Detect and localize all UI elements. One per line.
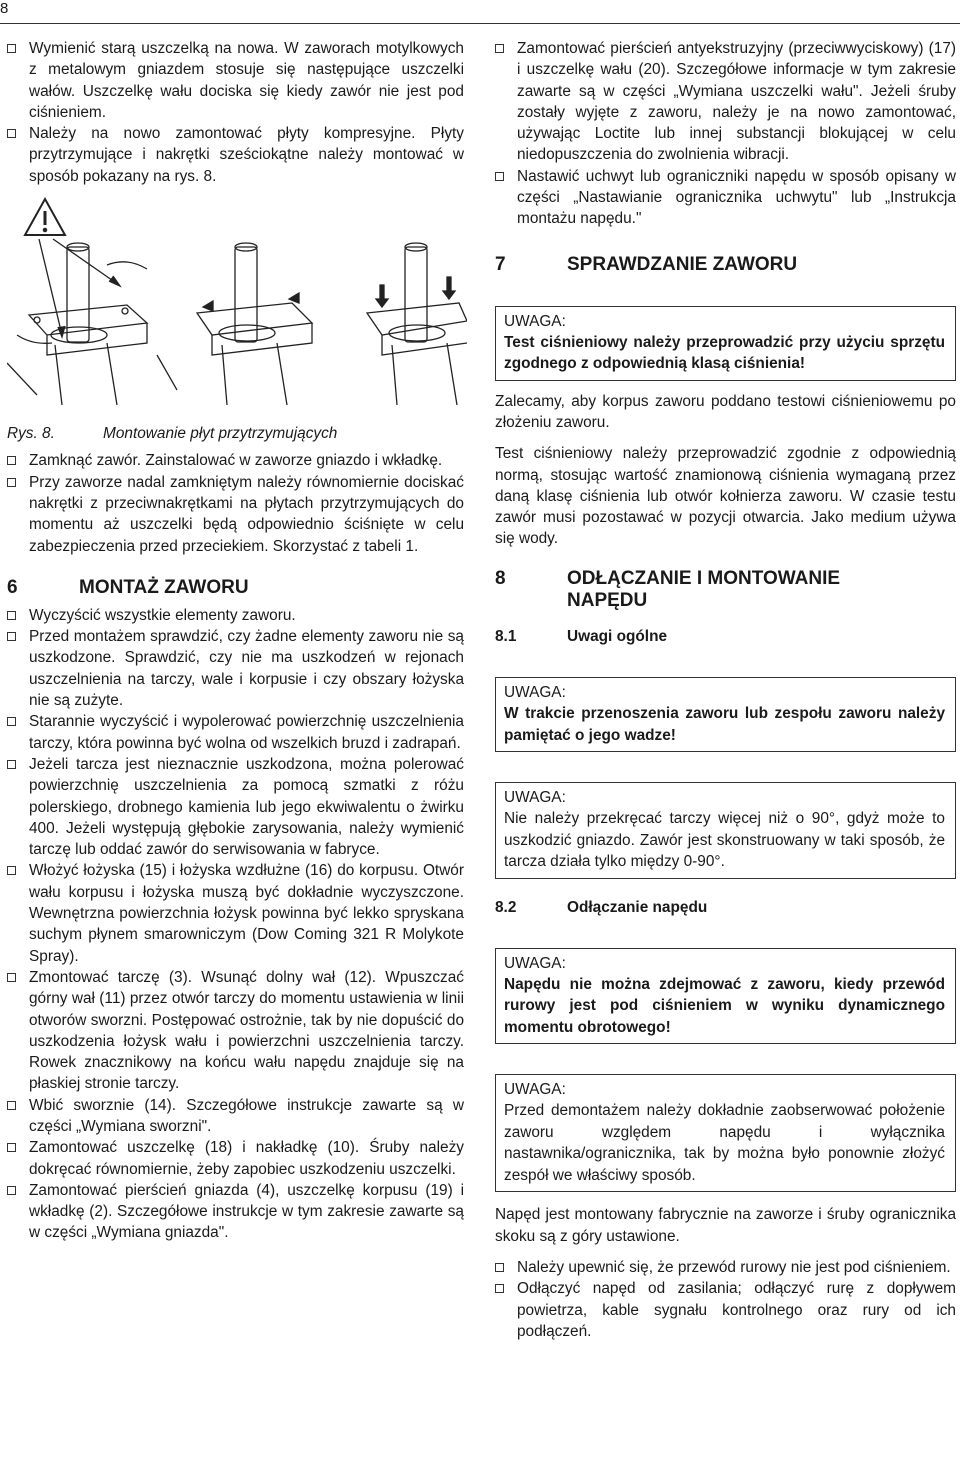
list-item: Należy na nowo zamontować płyty kompresyjne. Płyty przytrzymujące i nakrętki sześciokątne należy montować w sposób pokazany na rys. 8. xyxy=(7,123,464,187)
valve-icon xyxy=(367,243,467,405)
page-number: 8 xyxy=(0,0,9,17)
list-item: Wyczyścić wszystkie elementy zaworu. xyxy=(7,605,464,626)
section-title-continued: NAPĘDU xyxy=(567,589,648,611)
list-item: Odłączyć napęd od zasilania; odłączyć rurę z dopływem powietrza, kable sygnału kontrolnego oraz rury od ich podłączeń. xyxy=(495,1278,956,1342)
warning-title: UWAGA: xyxy=(504,789,566,807)
subsection-number: 8.2 xyxy=(495,898,517,916)
section-heading xyxy=(495,254,956,276)
warning-box xyxy=(495,1074,956,1192)
warning-box xyxy=(495,948,956,1045)
list-item: Zamknąć zawór. Zainstalować w zaworze gniazdo i wkładkę. xyxy=(7,450,464,471)
warning-triangle-icon xyxy=(25,199,65,235)
section-title: ODŁĄCZANIE I MONTOWANIE xyxy=(567,567,841,589)
list-item: Zamontować pierścień gniazda (4), uszczelkę korpusu (19) i wkładkę (2). Szczegółowe instrukcje w tym zakresie zawarte są w części „Wymiana gniazda". xyxy=(7,1180,464,1244)
list-item: Należy upewnić się, że przewód rurowy nie jest pod ciśnieniem. xyxy=(495,1257,956,1278)
figure-retainer-plates xyxy=(7,195,467,415)
list-item: Przy zaworze nadal zamkniętym należy równomiernie dociskać nakrętki z przeciwnakrętkami na płytach przytrzymujących do momentu aż uszczelki będą odpowiednio ściśnięte w celu zabezpieczenia przed przeciekiem. Skorzystać z tabeli 1. xyxy=(7,472,464,557)
warning-title: UWAGA: xyxy=(504,954,566,972)
left-column xyxy=(7,38,464,1244)
list-item: Przed montażem sprawdzić, czy żadne elementy zaworu nie są uszkodzone. Sprawdzić, czy nie ma uszkodzeń w rejonach uszczelnienia na tarczy, wale i korpusie i czy obszary łożyska nie są zużyte. xyxy=(7,626,464,711)
section-number: 6 xyxy=(7,576,18,598)
section-title: SPRAWDZANIE ZAWORU xyxy=(567,253,798,275)
header-rule xyxy=(0,23,960,24)
valve-icon xyxy=(197,243,312,405)
warning-text: Przed demontażem należy dokładnie zaobserwować położenie zaworu względem napędu i wyłącznika nastawnika/ogranicznika, tak by można było ponownie złożyć zespół we właściwy sposób. xyxy=(504,1102,945,1184)
warning-text: Nie należy przekręcać tarczy więcej niż o 90°, gdyż może to uszkodzić gniazdo. Zawór jest skonstruowany w taki sposób, że tarcza działa tylko między 0-90°. xyxy=(504,810,945,871)
section-title: MONTAŻ ZAWORU xyxy=(79,576,249,598)
warning-title: UWAGA: xyxy=(504,1081,566,1099)
section-heading xyxy=(495,568,956,612)
section-number: 8 xyxy=(495,567,506,589)
list-item: Wbić sworznie (14). Szczegółowe instrukcje zawarte są w części „Wymiana sworzni". xyxy=(7,1095,464,1138)
paragraph: Zalecamy, aby korpus zaworu poddano testowi ciśnieniowemu po złożeniu zaworu. xyxy=(495,392,956,431)
figure-label: Rys. 8. xyxy=(7,425,55,443)
list-item: Wymienić starą uszczelką na nowa. W zaworach motylkowych z metalowym gniazdem stosuje się następujące uszczelki wałów. Uszczelkę wału dociska się kiedy zawór nie jest pod ciśnieniem. xyxy=(7,38,464,123)
list-item: Jeżeli tarcza jest nieznacznie uszkodzona, można polerować powierzchnię uszczelnienia za pomocą szmatki z różu polerskiego, drobnego kamienia lub jego ekwiwalentu o żwirku 400. Jeżeli występują głębokie zarysowania, należy wymienić tarczę lub oddać zawór do serwisowania w fabryce. xyxy=(7,754,464,860)
subsection-heading xyxy=(495,626,956,647)
section-number: 7 xyxy=(495,253,506,275)
warning-text: Napędu nie można zdejmować z zaworu, kiedy przewód rurowy jest pod ciśnieniem w wyniku dynamicznego momentu obrotowego! xyxy=(504,975,945,1036)
valve-icon xyxy=(7,243,177,405)
paragraph: Test ciśnieniowy należy przeprowadzić zgodnie z odpowiednią normą, stosując wartość znamionową ciśnienia wymaganą przez daną klasę ciśnienia lub otwór kołnierza zaworu. W czasie testu zawór musi pozostawać w pozycji otwarcia. Jako medium używa się wody. xyxy=(495,445,956,548)
warning-box xyxy=(495,677,956,752)
paragraph: Napęd jest montowany fabrycznie na zaworze i śruby ogranicznika skoku są z góry ustawione. xyxy=(495,1206,956,1245)
valve-assembly-illustration xyxy=(7,195,467,415)
list-item: Zamontować pierścień antyekstruzyjny (przeciwwyciskowy) (17) i uszczelkę wału (20). Szczegółowe informacje w tym zakresie zawarte są w części „Wymiana uszczelki wału". Jeżeli śruby zostały wyjęte z zaworu, należy je na nowo zamontować, używając Loctite lub innej substancji blokującej w celu niedopuszczenia do zwolnienia wibracji. xyxy=(495,38,956,166)
subsection-title: Odłączanie napędu xyxy=(567,898,708,916)
warning-box xyxy=(495,306,956,381)
figure-caption xyxy=(7,423,464,444)
list-item: Zamontować uszczelkę (18) i nakładkę (10). Śruby należy dokręcać równomiernie, żeby zapobiec uszkodzeniu uszczelki. xyxy=(7,1137,464,1180)
warning-box xyxy=(495,782,956,879)
warning-text: Test ciśnieniowy należy przeprowadzić przy użyciu sprzętu zgodnego z odpowiednią klasą ciśnienia! xyxy=(504,333,945,373)
right-column xyxy=(495,38,956,1342)
warning-title: UWAGA: xyxy=(504,312,566,330)
section-heading xyxy=(7,577,464,599)
subsection-heading xyxy=(495,897,956,918)
warning-title: UWAGA: xyxy=(504,684,566,702)
warning-text: W trakcie przenoszenia zaworu lub zespołu zaworu należy pamiętać o jego wadze! xyxy=(504,705,945,744)
list-item: Włożyć łożyska (15) i łożyska wzdłużne (16) do korpusu. Otwór wału korpusu i łożyska muszą być dokładnie wyczyszczone. Wewnętrzna powierzchnia łożysk powinna być lekko spryskana suchym płynem smarowniczym (Dow Coming 321 R Molykote Spray). xyxy=(7,860,464,966)
list-item: Zmontować tarczę (3). Wsunąć dolny wał (12). Wpuszczać górny wał (11) przez otwór tarczy do momentu ustawienia w linii otworów sworzni. Postępować ostrożnie, tak by nie dopuścić do uszkodzenia łożysk wału i powierzchni uszczelnienia tarczy. Rowek znacznikowy na końcu wału napędu znajduje się na płaskiej stronie tarczy. xyxy=(7,967,464,1095)
subsection-title: Uwagi ogólne xyxy=(567,627,668,645)
list-item: Nastawić uchwyt lub ograniczniki napędu w sposób opisany w części „Nastawianie ogranicznika uchwytu" lub „Instrukcja montażu napędu." xyxy=(495,166,956,230)
figure-caption-text: Montowanie płyt przytrzymujących xyxy=(103,425,338,443)
subsection-number: 8.1 xyxy=(495,627,517,645)
list-item: Starannie wyczyścić i wypolerować powierzchnię uszczelnienia tarczy, która powinna być wolna od wszelkich bruzd i zadrapań. xyxy=(7,711,464,754)
